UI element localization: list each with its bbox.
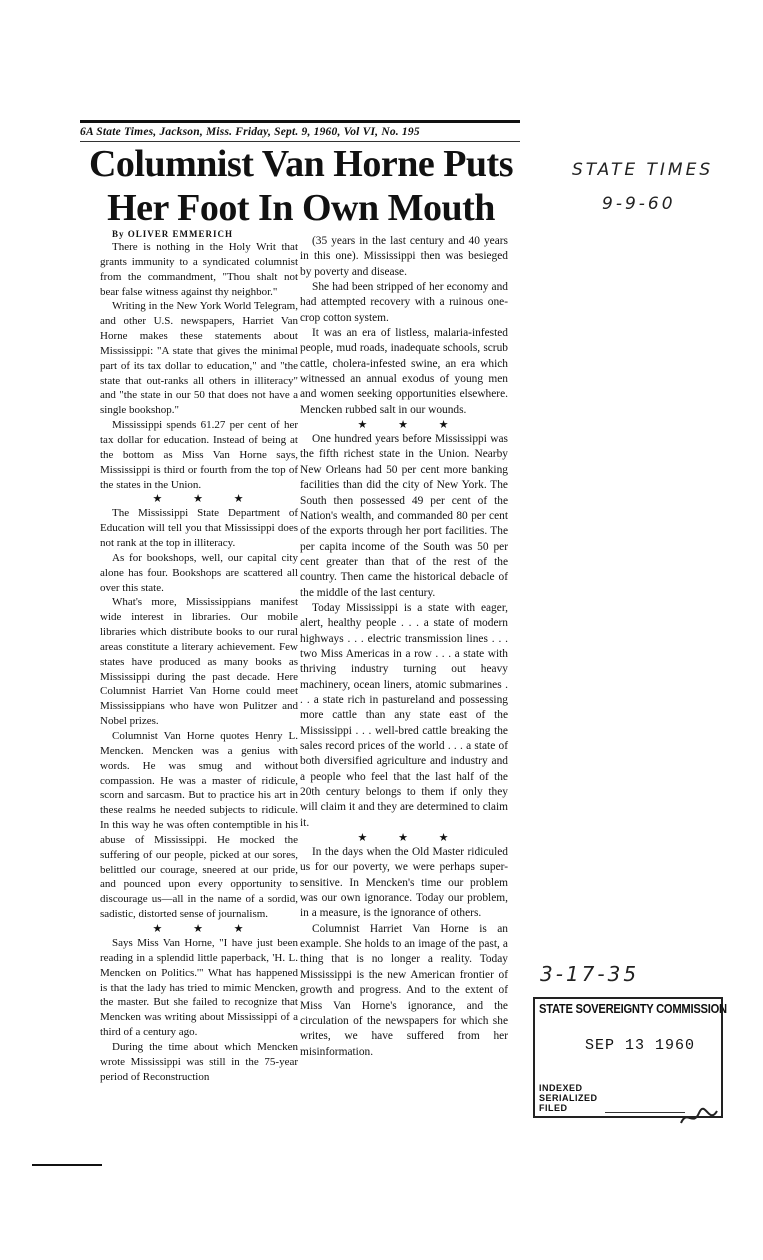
handwritten-file-number: 3-17-35 xyxy=(540,962,640,986)
left-paragraph: There is nothing in the Holy Writ that grants immunity to a syndicated columnist from the commandment, "Thou shalt not bear false witness against thy neighbor." xyxy=(100,241,298,298)
section-stars: ★ ★ ★ xyxy=(357,832,463,845)
right-paragraph: She had been stripped of her economy and had attempted recovery with a ruinous one-crop cotton system. xyxy=(300,281,508,324)
left-paragraph: During the time about which Mencken wrote Mississippi was still in the 75-year period of Reconstruction xyxy=(100,1040,298,1083)
right-paragraphs xyxy=(300,234,508,1060)
initials-scribble-icon xyxy=(679,1105,719,1129)
left-paragraph: Columnist Van Horne quotes Henry L. Mencken. Mencken was a genius with words. He was smug and without compassion. He was a master of ridicule, scorn and sarcasm. But to practice his art in these realms he needed subjects to ridicule. In this way he was often contemptible in his abuse of Mississippi. He mocked the suffering of our people, picked at our sores, belittled our courage, sneered at our pride, and pounced upon every opportunity to discourage us—all in the name of a sordid, sadistic, distorted sense of journalism. xyxy=(100,730,298,921)
headline-line-2: Her Foot In Own Mouth xyxy=(107,187,495,229)
section-stars: ★ ★ ★ xyxy=(152,493,258,506)
handwritten-note-date: 9-9-60 xyxy=(602,194,676,214)
stamp-serialized: SERIALIZED xyxy=(539,1093,598,1103)
left-paragraph: What's more, Mississippians manifest wide interest in libraries. Our mobile libraries which distribute books to our rural areas constitute a literary achievement. Few states have produced as many books as Mississippi during the past decade. Here Columnist Harriet Van Horne could meet Mississippians who have won Pulitzer and Nobel prizes. xyxy=(100,596,298,728)
masthead: 6A State Times, Jackson, Miss. Friday, Sept. 9, 1960, Vol VI, No. 195 xyxy=(80,120,520,142)
left-paragraphs xyxy=(100,240,298,1084)
newspaper-clipping xyxy=(80,120,520,1218)
left-paragraph: The Mississippi State Department of Education will tell you that Mississippi does not rank at the top in illiteracy. xyxy=(100,507,298,550)
left-paragraph: As for bookshops, well, our capital city alone has four. Bookshops are scattered all over this state. xyxy=(100,551,298,594)
right-paragraph: In the days when the Old Master ridiculed us for our poverty, we were perhaps super-sensitive. In Mencken's time our problem was our own ignorance. Today our problem, in a measure, is the ignorance of others. xyxy=(300,846,508,920)
headline xyxy=(86,142,516,230)
article-column-right xyxy=(300,234,508,1060)
stamp-underline xyxy=(605,1112,685,1113)
left-paragraph: Says Miss Van Horne, "I have just been reading in a splendid little paperback, 'H. L. Mencken on Politics.'" What has happened is that the lady has tried to mimic Mencken, the master. But she failed to recognize that Mencken was writing about Mississippi of a third of a century ago. xyxy=(100,936,298,1039)
section-stars: ★ ★ ★ xyxy=(152,922,258,935)
article-column-left xyxy=(100,228,298,1084)
headline-line-1: Columnist Van Horne Puts xyxy=(88,143,514,185)
right-paragraph: One hundred years before Mississippi was the fifth richest state in the Union. Nearby New Orleans had 50 per cent more banking facilities than did the city of New York. The South then possessed 49 per cent of the Nation's wealth, and commanded 80 per cent of the exports through her port facilities. The per capita income of the South was 50 per cent greater than that of the rest of the country. Then came the historical debacle of the middle of the last century. xyxy=(300,433,508,599)
stamp-filed: FILED xyxy=(539,1103,568,1113)
bottom-rule xyxy=(32,1164,102,1166)
handwritten-note-source: STATE TIMES xyxy=(572,160,714,180)
sovereignty-commission-stamp xyxy=(533,987,727,1127)
stamp-date: SEP 13 1960 xyxy=(585,1037,696,1054)
right-paragraph: Columnist Harriet Van Horne is an example. She holds to an image of the past, a thing that is no longer a reality. Today Mississippi is the new American frontier of growth and progress. And to the extent of Miss Van Horne's ignorance, and the circulation of the newspapers for which she writes, we have suffered from her misinformation. xyxy=(300,922,508,1058)
section-stars: ★ ★ ★ xyxy=(357,419,463,432)
left-paragraph: Writing in the New York World Telegram, and other U.S. newspapers, Harriet Van Horne makes these statements about Mississippi: "A state that gives the minimal part of its tax dollar to education," and "the state that out-ranks all others in illiteracy" and "the state in our 50 that does not have a single bookshop." xyxy=(100,300,298,417)
right-paragraph: Today Mississippi is a state with eager, alert, healthy people . . . a state of modern highways . . . electric transmission lines . . . two Miss Americas in a row . . . a state with thriving industry turning out heavy machinery, ocean liners, atomic submarines . . . a state rich in pastureland and possessing more cattle than any state east of the Mississippi . . . well-bred cattle breaking the sales record prices of the world . . . a state of both diversified agriculture and industry and a people who feel that the last half of the 20th century belongs to them if only they will claim it and they are determined to claim it. xyxy=(300,601,508,829)
left-paragraph: Mississippi spends 61.27 per cent of her tax dollar for education. Instead of being at the bottom as Miss Van Horne says, Mississippi is third or fourth from the top of the states in the Union. xyxy=(100,419,298,491)
stamp-indexed: INDEXED xyxy=(539,1083,583,1093)
stamp-title: STATE SOVEREIGNTY COMMISSION xyxy=(539,1001,727,1016)
right-paragraph: It was an era of listless, malaria-infested people, mud roads, inadequate schools, scrub cattle, cholera-infested swine, an era which witnessed an annual exodus of young men and women seeking opportunities elsewhere. Mencken rubbed salt in our wounds. xyxy=(300,327,508,416)
right-paragraph: (35 years in the last century and 40 years in this one). Mississippi then was besieged by poverty and disease. xyxy=(300,235,508,278)
byline: By OLIVER EMMERICH xyxy=(112,229,234,239)
